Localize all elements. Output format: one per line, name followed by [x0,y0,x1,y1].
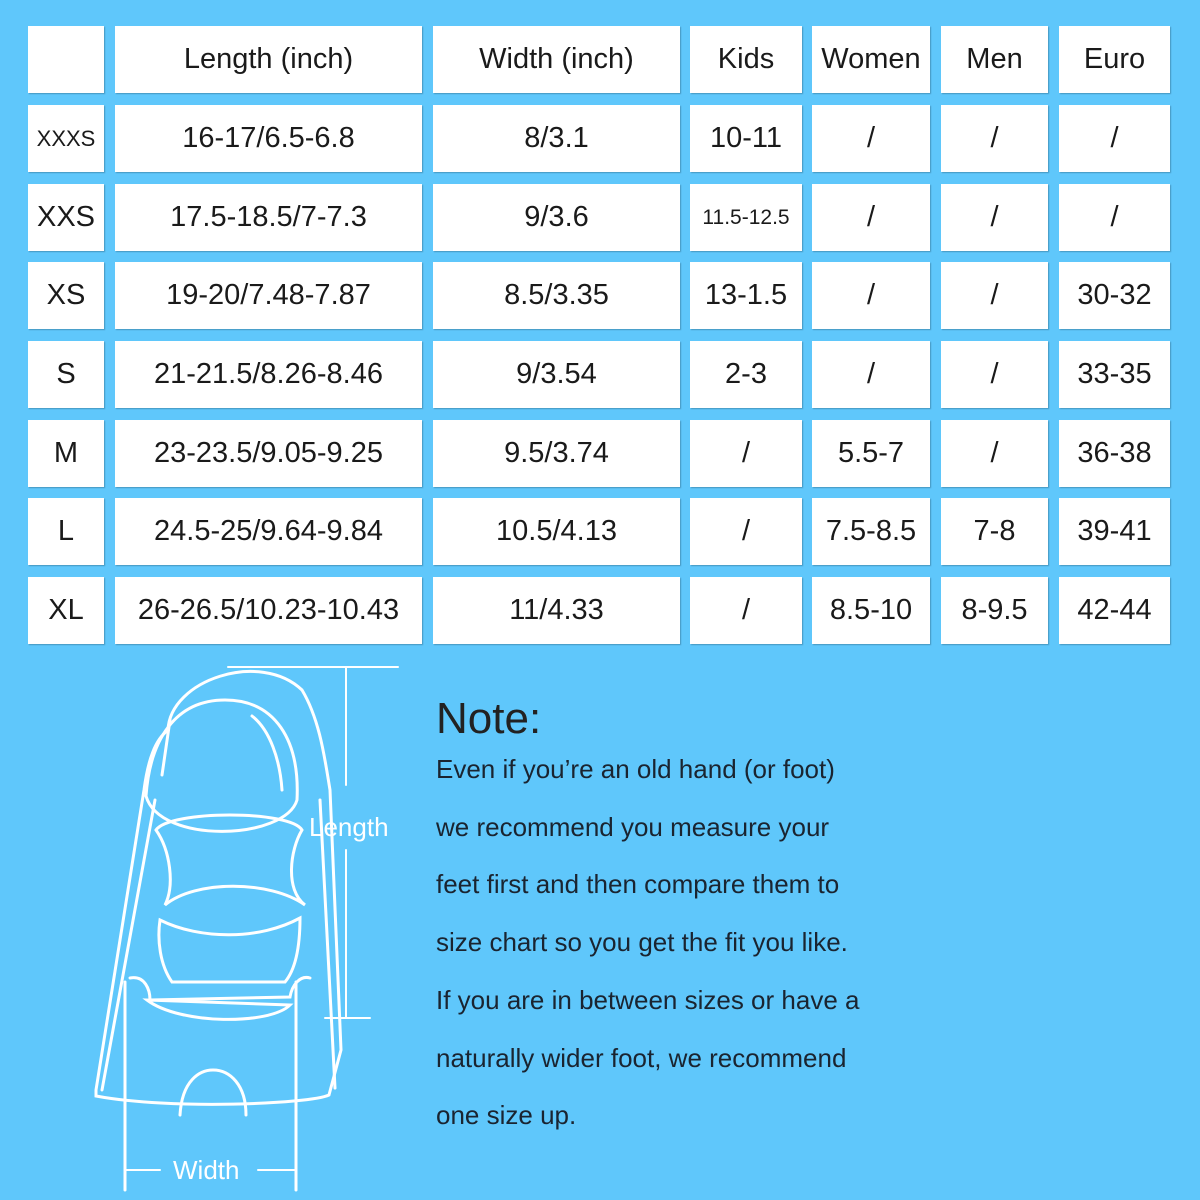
cell-size: XXXS [28,105,104,172]
header-cell-women: Women [812,26,930,93]
cell-women: 7.5-8.5 [812,498,930,565]
cell-men: / [941,105,1048,172]
cell-men: / [941,420,1048,487]
note-line: Even if you’re an old hand (or foot) [436,754,835,784]
cell-size: XS [28,262,104,329]
cell-width: 9/3.6 [433,184,680,251]
cell-women: / [812,184,930,251]
note-title: Note: [436,694,542,743]
cell-length: 21-21.5/8.26-8.46 [115,341,422,408]
header-cell-euro: Euro [1059,26,1170,93]
cell-size: XXS [28,184,104,251]
note-line: one size up. [436,1100,577,1130]
cell-width: 11/4.33 [433,577,680,644]
cell-euro: 39-41 [1059,498,1170,565]
cell-women: 8.5-10 [812,577,930,644]
width-label: Width [173,1155,240,1185]
cell-euro: / [1059,184,1170,251]
note-line: naturally wider foot, we recommend [436,1043,847,1073]
cell-length: 23-23.5/9.05-9.25 [115,420,422,487]
cell-length: 19-20/7.48-7.87 [115,262,422,329]
cell-kids: / [690,577,802,644]
cell-width: 9.5/3.74 [433,420,680,487]
cell-length: 16-17/6.5-6.8 [115,105,422,172]
cell-men: / [941,341,1048,408]
cell-euro: 33-35 [1059,341,1170,408]
cell-men: 7-8 [941,498,1048,565]
cell-width: 8.5/3.35 [433,262,680,329]
cell-euro: / [1059,105,1170,172]
cell-men: / [941,184,1048,251]
cell-size: XL [28,577,104,644]
cell-euro: 42-44 [1059,577,1170,644]
cell-width: 8/3.1 [433,105,680,172]
cell-euro: 36-38 [1059,420,1170,487]
cell-width: 9/3.54 [433,341,680,408]
cell-kids: 10-11 [690,105,802,172]
header-cell-kids: Kids [690,26,802,93]
cell-length: 24.5-25/9.64-9.84 [115,498,422,565]
header-cell-length: Length (inch) [115,26,422,93]
cell-length: 17.5-18.5/7-7.3 [115,184,422,251]
cell-kids: 13-1.5 [690,262,802,329]
cell-size: M [28,420,104,487]
cell-women: / [812,105,930,172]
cell-women: 5.5-7 [812,420,930,487]
cell-kids: / [690,498,802,565]
note-line: size chart so you get the fit you like. [436,927,848,957]
note-line: we recommend you measure your [436,812,830,842]
header-cell-men: Men [941,26,1048,93]
note-line: feet first and then compare them to [436,869,840,899]
cell-women: / [812,341,930,408]
cell-men: 8-9.5 [941,577,1048,644]
cell-kids: 2-3 [690,341,802,408]
cell-size: L [28,498,104,565]
note-line: If you are in between sizes or have a [436,985,860,1015]
cell-kids: 11.5-12.5 [690,184,802,251]
cell-women: / [812,262,930,329]
header-cell-width: Width (inch) [433,26,680,93]
cell-men: / [941,262,1048,329]
cell-size: S [28,341,104,408]
cell-kids: / [690,420,802,487]
cell-euro: 30-32 [1059,262,1170,329]
length-label: Length [309,812,389,842]
cell-width: 10.5/4.13 [433,498,680,565]
cell-length: 26-26.5/10.23-10.43 [115,577,422,644]
swim-fin-outline-icon [0,0,420,1200]
